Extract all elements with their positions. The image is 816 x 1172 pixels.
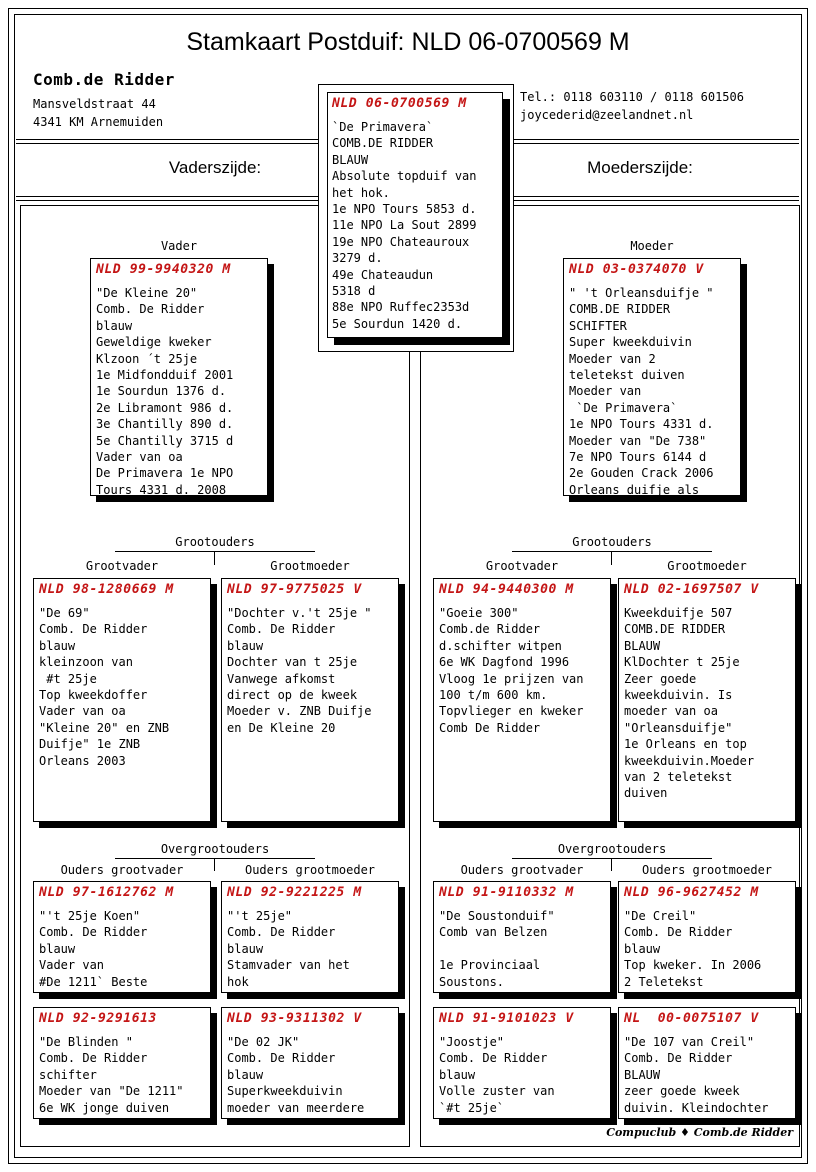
text-line: Klzoon ´t 25je [96, 351, 198, 366]
pedigree-box-ggp-father-side-3 [33, 1007, 211, 1119]
label-grandmother: Grootmoeder [667, 559, 747, 573]
pedigree-notes [96, 285, 262, 498]
pedigree-notes [227, 605, 393, 736]
text-line: Moeder van "De 1211" [39, 1084, 184, 1099]
pedigree-box-subject [318, 84, 514, 352]
ring-number: NLD 94-9440300 M [439, 582, 574, 597]
ring-number: NL 00-0075107 V [624, 1011, 759, 1026]
label-parents-grandfather: Ouders grootvader [60, 863, 184, 877]
ring-number: NLD 98-1280669 M [39, 582, 174, 597]
text-line: Comb. De Ridder [39, 925, 148, 940]
text-line: blauw [227, 941, 264, 956]
text-line: BLAUW [332, 152, 369, 167]
text-line: Comb. De Ridder [624, 1051, 733, 1066]
text-line: Tours 4331 d. 2008 [96, 482, 227, 497]
text-line: 7e NPO Tours 6144 d [569, 450, 707, 465]
text-line: Topvlieger en kweker [439, 704, 584, 719]
father-side-header: Vaderszijde: [168, 158, 262, 177]
text-line: Top kweekdoffer [39, 688, 148, 703]
text-line: 2e Libramont 986 d. [96, 400, 234, 415]
pedigree-notes [439, 605, 605, 736]
text-line: 2 Teletekst [624, 974, 704, 989]
pedigree-notes [624, 605, 790, 802]
great-grandparents-header-mother-side: Overgrootouders [512, 842, 712, 859]
text-line: blauw [227, 638, 264, 653]
text-line: Vader van [39, 958, 105, 973]
text-line: Comb. De Ridder [96, 302, 205, 317]
text-line: Duifje" 1e ZNB [39, 737, 141, 752]
text-line: "Dochter v.'t 25je " [227, 606, 372, 620]
text-line: kweekduivin.Moeder [624, 753, 755, 768]
text-line: 88e NPO Ruffec2353d [332, 300, 470, 315]
text-line: "De 107 van Creil" [624, 1035, 755, 1049]
text-line: "Goeie 300" [439, 606, 519, 620]
ring-number: NLD 92-9291613 [39, 1011, 157, 1026]
text-line: "Kleine 20" en ZNB [39, 720, 170, 735]
text-line: kleinzoon van [39, 655, 133, 670]
text-line: "Joostje" [439, 1035, 505, 1049]
text-line: Vanwege afkomst [227, 671, 336, 686]
text-line: kweekduivin. Is [624, 688, 733, 703]
text-line: Comb. De Ridder [39, 1051, 148, 1066]
connector-tick [214, 859, 215, 871]
text-line: "Orleansduifje" [624, 720, 733, 735]
compuclub-footer: Compuclub ♦ Comb.de Ridder [606, 1126, 793, 1139]
pedigree-box-mother [563, 258, 741, 496]
page-title: Stamkaart Postduif: NLD 06-0700569 M [186, 28, 630, 56]
subject-inner-box [327, 92, 503, 338]
text-line: Comb. De Ridder [227, 925, 336, 940]
text-line: `De Primavera` [569, 400, 678, 415]
text-line: "De 02 JK" [227, 1035, 300, 1049]
text-line: 19e NPO Chateauroux [332, 234, 470, 249]
text-line: Absolute topduif van [332, 169, 477, 184]
label-parents-grandmother: Ouders grootmoeder [641, 863, 773, 877]
text-line: Moeder v. ZNB Duifje [227, 704, 372, 719]
text-line: "De 69" [39, 606, 90, 620]
text-line: 3e Chantilly 890 d. [96, 417, 234, 432]
text-line: BLAUW [624, 638, 661, 653]
pedigree-box-ggp-father-side-2 [221, 881, 399, 993]
ring-number: NLD 02-1697507 V [624, 582, 759, 597]
text-line: het hok. [332, 185, 390, 200]
mother-side-header: Moederszijde: [587, 158, 693, 177]
text-line: blauw [39, 941, 76, 956]
text-line: `#t 25je` [439, 1100, 505, 1115]
pedigree-box-ggp-mother-side-3 [433, 1007, 611, 1119]
text-line: #De 1211` Beste [39, 974, 148, 989]
text-line: 6e WK jonge duiven [39, 1100, 170, 1115]
text-line: Volle zuster van [439, 1084, 555, 1099]
label-father: Vader [160, 239, 198, 253]
label-mother: Moeder [630, 239, 674, 253]
text-line: COMB.DE RIDDER [332, 136, 434, 151]
pedigree-box-grandfather-father-side [33, 578, 211, 822]
text-line: Comb van Belzen [439, 925, 548, 940]
text-line: Comb. De Ridder [439, 1051, 548, 1066]
ring-number: NLD 91-9110332 M [439, 885, 574, 900]
text-line: blauw [439, 1067, 476, 1082]
text-line: #t 25je [39, 671, 97, 686]
text-line: Super kweekduivin [569, 335, 692, 350]
connector-tick [214, 552, 215, 565]
great-grandparents-header-father-side: Overgrootouders [115, 842, 315, 859]
text-line: moeder van oa [624, 704, 718, 719]
text-line: "De Soustonduif" [439, 909, 555, 923]
text-line: "'t 25je" [227, 909, 293, 923]
text-line: Kweekduifje 507 [624, 606, 733, 620]
text-line: direct op de kweek [227, 688, 358, 703]
text-line: Orleans 2003 [39, 753, 126, 768]
text-line: Top kweker. In 2006 [624, 958, 762, 973]
label-grandmother: Grootmoeder [270, 559, 350, 573]
text-line: BLAUW [624, 1067, 661, 1082]
ring-number: NLD 91-9101023 V [439, 1011, 574, 1026]
text-line: 6e WK Dagfond 1996 [439, 655, 570, 670]
text-line: 1e NPO Tours 4331 d. [569, 417, 714, 432]
pedigree-notes [624, 1034, 790, 1116]
pedigree-box-ggp-mother-side-2 [618, 881, 796, 993]
label-parents-grandfather: Ouders grootvader [460, 863, 584, 877]
text-line: 1e Orleans en top [624, 737, 747, 752]
ring-number: NLD 97-1612762 M [39, 885, 174, 900]
text-line: Comb De Ridder [439, 720, 541, 735]
text-line: 1e Provinciaal [439, 958, 541, 973]
text-line: Zeer goede [624, 671, 697, 686]
text-line: Comb. De Ridder [624, 925, 733, 940]
text-line: 49e Chateaudun [332, 267, 434, 282]
text-line: 5e Sourdun 1420 d. [332, 316, 463, 331]
text-line: Vloog 1e prijzen van [439, 671, 584, 686]
text-line: 3279 d. [332, 251, 383, 266]
connector-tick [611, 859, 612, 871]
ring-number: NLD 06-0700569 M [332, 96, 467, 111]
text-line: Comb.de Ridder [439, 622, 541, 637]
text-line [439, 941, 605, 957]
label-grandfather: Grootvader [485, 559, 559, 573]
text-line: blauw [39, 638, 76, 653]
text-line: blauw [624, 941, 661, 956]
text-line: duivin. Kleindochter [624, 1100, 769, 1115]
pedigree-box-ggp-mother-side-1 [433, 881, 611, 993]
text-line: `De Primavera` [332, 120, 434, 134]
text-line: Comb. De Ridder [227, 1051, 336, 1066]
pedigree-box-grandmother-mother-side [618, 578, 796, 822]
text-line: en De Kleine 20 [227, 720, 336, 735]
text-line: Vader van oa [96, 450, 183, 465]
text-line: Superkweekduivin [227, 1084, 343, 1099]
label-parents-grandmother: Ouders grootmoeder [244, 863, 376, 877]
owner-phone: Tel.: 0118 603110 / 0118 601506 [520, 90, 744, 104]
text-line: duiven [624, 786, 668, 801]
text-line: Comb. De Ridder [227, 622, 336, 637]
text-line: zeer goede kweek [624, 1084, 740, 1099]
text-line: 1e Sourdun 1376 d. [96, 384, 227, 399]
text-line: De Primavera 1e NPO [96, 466, 234, 481]
pedigree-box-ggp-mother-side-4 [618, 1007, 796, 1119]
pedigree-box-ggp-father-side-1 [33, 881, 211, 993]
pedigree-notes [569, 285, 735, 498]
text-line: Orleans duifje als [569, 482, 700, 497]
text-line: "'t 25je Koen" [39, 909, 141, 923]
ring-number: NLD 92-9221225 M [227, 885, 362, 900]
text-line: 11e NPO La Sout 2899 [332, 218, 477, 233]
pedigree-notes [39, 1034, 205, 1116]
text-line: KlDochter t 25je [624, 655, 740, 670]
owner-name: Comb.de Ridder [33, 70, 175, 89]
grandparents-header-father-side: Grootouders [115, 535, 315, 552]
text-line: 2e Gouden Crack 2006 [569, 466, 714, 481]
text-line: d.schifter witpen [439, 638, 562, 653]
text-line: 5e Chantilly 3715 d [96, 433, 234, 448]
text-line: blauw [227, 1067, 264, 1082]
text-line: COMB.DE RIDDER [569, 302, 671, 317]
pedigree-box-father [90, 258, 268, 496]
text-line: Moeder van 2 [569, 351, 656, 366]
pedigree-notes [439, 1034, 605, 1116]
ring-number: NLD 03-0374070 V [569, 262, 704, 277]
pedigree-notes [227, 1034, 393, 1116]
pedigree-notes [439, 908, 605, 990]
text-line: Dochter van t 25je [227, 655, 358, 670]
ring-number: NLD 99-9940320 M [96, 262, 231, 277]
pedigree-box-grandmother-father-side [221, 578, 399, 822]
text-line: SCHIFTER [569, 318, 627, 333]
connector-tick [611, 552, 612, 565]
text-line: Moeder van [569, 384, 642, 399]
pedigree-notes [39, 908, 205, 990]
text-line: 100 t/m 600 km. [439, 688, 548, 703]
text-line: Geweldige kweker [96, 335, 212, 350]
text-line: Stamvader van het [227, 958, 350, 973]
text-line: 1e NPO Tours 5853 d. [332, 202, 477, 217]
text-line: 1e Midfondduif 2001 [96, 368, 234, 383]
owner-email: joycederid@zeelandnet.nl [520, 108, 694, 122]
text-line: blauw [96, 318, 133, 333]
text-line: schifter [39, 1067, 97, 1082]
text-line: " 't Orleansduifje " [569, 286, 714, 300]
text-line: "De Blinden " [39, 1035, 133, 1049]
pedigree-notes [624, 908, 790, 990]
pedigree-box-ggp-father-side-4 [221, 1007, 399, 1119]
label-grandfather: Grootvader [85, 559, 159, 573]
ring-number: NLD 97-9775025 V [227, 582, 362, 597]
text-line: Soustons. [439, 974, 505, 989]
text-line: "De Kleine 20" [96, 286, 198, 300]
text-line: hok [227, 974, 249, 989]
text-line: moeder van meerdere [227, 1100, 365, 1115]
grandparents-header-mother-side: Grootouders [512, 535, 712, 552]
text-line: 5318 d [332, 284, 376, 299]
pedigree-box-grandfather-mother-side [433, 578, 611, 822]
text-line: van 2 teletekst [624, 770, 733, 785]
text-line: Moeder van "De 738" [569, 433, 707, 448]
pedigree-notes [332, 119, 498, 332]
ring-number: NLD 96-9627452 M [624, 885, 759, 900]
pedigree-notes [227, 908, 393, 990]
text-line: teletekst duiven [569, 368, 685, 383]
text-line: "De Creil" [624, 909, 697, 923]
text-line: Comb. De Ridder [39, 622, 148, 637]
owner-address-street: Mansveldstraat 44 [33, 97, 156, 111]
text-line: COMB.DE RIDDER [624, 622, 726, 637]
pedigree-notes [39, 605, 205, 769]
ring-number: NLD 93-9311302 V [227, 1011, 362, 1026]
text-line: Vader van oa [39, 704, 126, 719]
owner-address-city: 4341 KM Arnemuiden [33, 115, 164, 129]
